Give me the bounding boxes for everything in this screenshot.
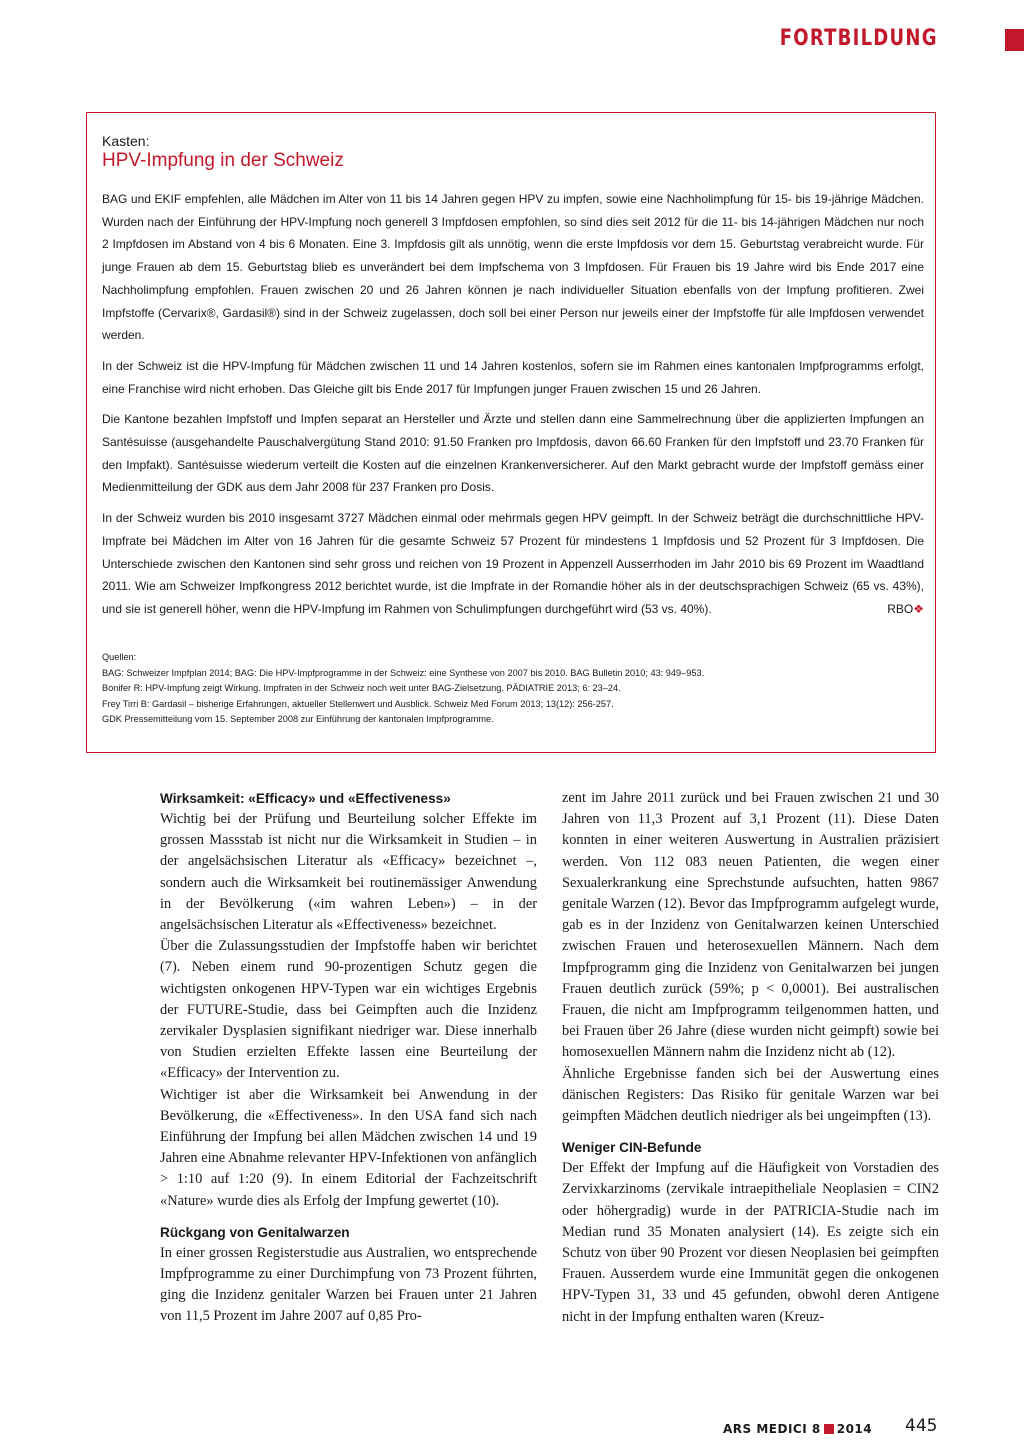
section-heading: Wirksamkeit: «Efficacy» und «Effectiveness» (160, 791, 451, 806)
section-heading: Weniger CIN-Befunde (562, 1140, 702, 1156)
box-paragraph: BAG und EKIF empfehlen, alle Mädchen im Alter von 11 bis 14 Jahren gegen HPV zu impfen, sowie eine Nachholimpfung für 15- bis 19-jährige Mädchen. Wurden nach der Einführung der HPV-Impfung noch generell 3 Impfdosen empfohlen, so sind dies seit 2012 für die 11- bis 14-jährigen Mädchen nur noch 2 Impfdosen im Abstand von 4 bis 6 Monaten. Eine 3. Impfdosis gilt als unnötig, wenn die erste Impfdosis vor dem 15. Geburtstag verabreicht wurde. Für junge Frauen ab dem 15. Geburtstag blieb es unverändert bei dem Impfschema von 3 Impfdosen. Für Frauen bis 19 Jahre wird bis Ende 2017 eine Nachholimpfung empfohlen. Frauen zwischen 20 und 26 Jahren können je nach individueller Situation ebenfalls von der Impfung profitieren. Zwei Impfstoffe (Cervarix®, Gardasil®) sind in der Schweiz zugelassen, doch soll bei einer Person nur jeweils einer der Impfstoffe für alle Impfdosen verwendet werden. (102, 192, 924, 343)
body-paragraph: Wichtig bei der Prüfung und Beurteilung solcher Effekte im grossen Massstab ist nicht nur die Wirksamkeit in Studien – in der angelsächsischen Literatur als «Efficacy» bezeichnet –, sondern auch die Wirksamkeit bei routinemässiger Anwendung in der Bevölkerung («im wahren Leben») – in der angelsächsischen Literatur als «Effectiveness» bezeichnet. (160, 811, 537, 934)
sources-list (102, 650, 922, 728)
end-mark-icon: ❖ (913, 601, 924, 616)
section-title: FORTBILDUNG (779, 26, 938, 51)
journal-year: 2014 (836, 1422, 873, 1436)
box-paragraph: In der Schweiz wurden bis 2010 insgesamt 3727 Mädchen einmal oder mehrmals gegen HPV geimpft. In der Schweiz beträgt die durchschnittliche HPV-Impfrate bei Mädchen im Alter von 16 Jahren für die gesamte Schweiz 57 Prozent für mindestens 1 Impfdosis und 52 Prozent für 3 Impfdosen. Die Unterschiede zwischen den Kantonen sind sehr gross und reichen von 19 Prozent in Appenzell Ausserrhoden im Jahr 2010 bis 69 Prozent im Waadtland 2011. Wie am Schweizer Impfkongress 2012 berichtet wurde, ist die Impfrate in der Romandie höher als in der deutschsprachigen Schweiz (65 vs. 43%), und sie ist generell höher, wenn die HPV-Impfung im Rahmen von Schulimpfungen durchgeführt wird (53 vs. 40%). (102, 511, 924, 616)
source-item: Bonifer R: HPV-Impfung zeigt Wirkung. Impfraten in der Schweiz noch weit unter BAG-Zielsetzung. PÄDIATRIE 2013; 6: 23–24. (102, 683, 621, 694)
author-initials: RBO (887, 601, 914, 616)
section-marker (1005, 29, 1024, 51)
author-signature (887, 598, 924, 621)
source-item: GDK Pressemitteilung vom 15. September 2008 zur Einführung der kantonalen Impfprogramme. (102, 714, 494, 725)
body-paragraph: In einer grossen Registerstudie aus Australien, wo entsprechende Impfprogramme zu einer Durchimpfung von 73 Prozent führten, ging die Inzidenz genitaler Warzen bei Frauen unter 21 Jahren von 11,5 Prozent im Jahre 2007 auf 0,85 Pro- (160, 1244, 537, 1325)
info-box (86, 112, 936, 753)
body-paragraph: Wichtiger ist aber die Wirksamkeit bei Anwendung in der Bevölkerung, die «Effectiveness». In den USA fand sich nach Einführung der Impfung bei allen Mädchen zwischen 14 und 19 Jahren eine Abnahme relevanter HPV-Infektionen von anfänglich > 1:10 auf 1:20 (9). In einem Editorial der Fachzeitschrift «Nature» wurde dies als Erfolg der Impfung gewertet (10). (160, 1086, 537, 1209)
box-body (102, 188, 924, 629)
article-column-left (160, 788, 537, 1328)
source-item: BAG: Schweizer Impfplan 2014; BAG: Die HPV-Impfprogramme in der Schweiz: eine Synthese von 2007 bis 2010. BAG Bulletin 2010; 43: 949–953. (102, 667, 705, 678)
footer-square-icon (824, 1424, 834, 1434)
sources-heading: Quellen: (102, 652, 137, 662)
journal-footer (723, 1422, 872, 1436)
box-paragraph-last (102, 507, 924, 621)
box-title: HPV-Impfung in der Schweiz (102, 150, 344, 171)
box-paragraph: In der Schweiz ist die HPV-Impfung für Mädchen zwischen 11 und 14 Jahren kostenlos, sofern sie im Rahmen eines kantonalen Impfprogramms erfolgt, eine Franchise wird nicht erhoben. Das Gleiche gilt bis Ende 2017 für Impfungen junger Frauen zwischen 15 und 26 Jahren. (102, 358, 924, 396)
section-heading: Rückgang von Genitalwarzen (160, 1224, 350, 1240)
article-column-right (562, 788, 939, 1328)
page-number: 445 (905, 1416, 938, 1436)
body-paragraph: Ähnliche Ergebnisse fanden sich bei der Auswertung eines dänischen Registers: Das Risiko für genitale Warzen war bei geimpften Mädchen deutlich niedriger als bei ungeimpften (13). (562, 1065, 939, 1125)
body-paragraph: zent im Jahre 2011 zurück und bei Frauen zwischen 21 und 30 Jahren von 11,3 Prozent auf 3,1 Prozent (11). Diese Daten konnten in einer weiteren Auswertung in Australien präzisiert werden. Von 112 083 neuen Patienten, die wegen einer Sexualerkrankung eine Sprechstunde aufsuchten, hatten 9867 genitale Warzen (12). Bevor das Impfprogramm aufgelegt wurde, gab es in der Inzidenz von Genitalwarzen keinen Unterschied zwischen Frauen und heterosexuellen Männern. Nach dem Impfprogramm ging die Inzidenz von Genitalwarzen bei jungen Frauen deutlich zurück (59%; p < 0,0001). Bei australischen Frauen, die nicht am Impfprogramm teilgenommen hatten, und bei Frauen über 26 Jahre (diese wurden nicht geimpft) sowie bei homosexuellen Männern nahm die Inzidenz nicht ab (12). (562, 790, 939, 1061)
body-paragraph: Der Effekt der Impfung auf die Häufigkeit von Vorstadien des Zervixkarzinoms (zervikale intraepitheliale Neoplasien = CIN2 oder höhergradig) wurde in der PATRICIA-Studie nach im Median rund 35 Monaten analysiert (14). Es zeigte sich ein Schutz von über 90 Prozent vor diesen Neoplasien bei geimpften Frauen. Ausserdem wurde eine Immunität gegen die onkogenen HPV-Typen 31, 33 und 45 gefunden, obwohl deren Antigene nicht in der Impfung enthalten waren (Kreuz- (562, 1160, 939, 1325)
box-paragraph: Die Kantone bezahlen Impfstoff und Impfen separat an Hersteller und Ärzte und stellen dann eine Sammelrechnung über die applizierten Impfungen an Santésuisse (ausgehandelte Pauschalvergütung Stand 2010: 91.50 Franken pro Impfdosis, davon 66.60 Franken für den Impfstoff und 23.70 Franken für den Impfakt). Santésuisse wiederum verteilt die Kosten auf die einzelnen Krankenversicherer. Auf den Markt gebracht wurde der Impfstoff gemäss einer Medienmitteilung der GDK aus dem Jahr 2008 für 237 Franken pro Dosis. (102, 412, 924, 495)
body-paragraph: Über die Zulassungsstudien der Impfstoffe haben wir berichtet (7). Neben einem rund 90-prozentigen Schutz gegen die wichtigsten onkogenen HPV-Typen war ein wichtiges Ergebnis der FUTURE-Studie, dass bei Geimpften auch die Inzidenz zervikaler Dysplasien signifikant niedriger war. Diese innerhalb von Studien erzielten Effekte lassen eine Beurteilung der «Efficacy» der Intervention zu. (160, 938, 537, 1082)
journal-name: ARS MEDICI 8 (723, 1422, 821, 1436)
source-item: Frey Tirri B: Gardasil – bisherige Erfahrungen, aktueller Stellenwert und Ausblick. Schweiz Med Forum 2013; 13(12): 256-257. (102, 698, 614, 709)
box-label: Kasten: (102, 133, 150, 149)
